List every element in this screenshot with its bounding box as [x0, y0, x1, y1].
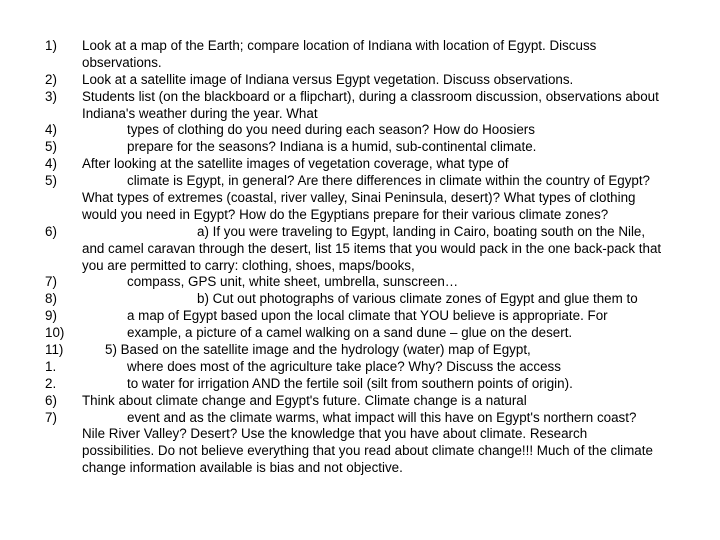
list-line [0, 139, 720, 156]
line-number: 6) [45, 223, 57, 239]
line-text: a) If you were traveling to Egypt, landing in Cairo, boating south on the Nile, [197, 223, 646, 239]
line-number: 11) [45, 342, 64, 358]
line-text: compass, GPS unit, white sheet, umbrella, sunscreen… [127, 274, 459, 290]
list-line [0, 460, 720, 477]
line-text: Look at a map of the Earth; compare location of Indiana with location of Egypt. Discuss [82, 38, 597, 53]
line-text: Nile River Valley? Desert? Use the knowledge that you have about climate. Research [82, 426, 588, 442]
list-line [0, 274, 720, 291]
line-text: b) Cut out photographs of various climate zones of Egypt and glue them to [197, 291, 638, 307]
list-line [0, 89, 720, 106]
line-text: change information available is bias and not objective. [82, 460, 403, 476]
line-text: Think about climate change and Egypt's future. Climate change is a natural [82, 392, 527, 408]
line-text: types of clothing do you need during each season? How do Hoosiers [127, 122, 535, 138]
line-number: 7) [45, 274, 57, 290]
line-text: and camel caravan through the desert, list 15 items that you would pack in the one back-pack that [82, 240, 662, 256]
list-line [0, 156, 720, 173]
list-line [0, 426, 720, 443]
line-text: observations. [82, 54, 162, 70]
line-text: prepare for the seasons? Indiana is a humid, sub-continental climate. [127, 139, 537, 155]
list-line [0, 258, 720, 275]
line-number: 9) [45, 308, 57, 324]
line-number: 6) [45, 392, 57, 408]
line-text: Look at a satellite image of Indiana versus Egypt vegetation. Discuss observations. [82, 71, 574, 87]
line-text: After looking at the satellite images of vegetation coverage, what type of [82, 156, 509, 172]
line-text: Indiana's weather during the year. What [82, 105, 318, 121]
list-line [0, 207, 720, 224]
list-line [0, 410, 720, 427]
line-number: 5) [45, 173, 57, 189]
list-line [0, 106, 720, 123]
list-line [0, 241, 720, 258]
line-number: 4) [45, 122, 57, 138]
list-line [0, 55, 720, 72]
list-line [0, 224, 720, 241]
numbered-list [0, 38, 720, 477]
list-line [0, 308, 720, 325]
line-text: climate is Egypt, in general? Are there differences in climate within the country of Egypt? [127, 173, 651, 189]
list-line [0, 359, 720, 376]
line-number: 7) [45, 409, 57, 425]
line-number: 5) [45, 139, 57, 155]
line-text: 5) Based on the satellite image and the hydrology (water) map of Egypt, [105, 342, 531, 358]
line-text: Students list (on the blackboard or a flipchart), during a classroom discussion, observations about [82, 88, 659, 104]
line-number: 2) [45, 71, 57, 87]
line-text: What types of extremes (coastal, river valley, Sinai Peninsula, desert)? What types of clothing [82, 190, 636, 206]
list-line [0, 393, 720, 410]
line-text: possibilities. Do not believe everything that you read about climate change!!! Much of the climate [82, 443, 653, 459]
list-line [0, 291, 720, 308]
line-number: 2. [45, 375, 57, 391]
list-line [0, 342, 720, 359]
list-line [0, 72, 720, 89]
line-number: 8) [45, 291, 57, 307]
line-number: 1. [45, 358, 57, 374]
line-number: 1) [45, 38, 57, 53]
line-text: where does most of the agriculture take place? Why? Discuss the access [127, 358, 561, 374]
line-text: a map of Egypt based upon the local climate that YOU believe is appropriate. For [127, 308, 608, 324]
line-text: event and as the climate warms, what impact will this have on Egypt's northern coast? [127, 409, 637, 425]
line-text: example, a picture of a camel walking on a sand dune – glue on the desert. [127, 325, 573, 341]
list-line [0, 122, 720, 139]
list-line [0, 376, 720, 393]
line-number: 3) [45, 88, 57, 104]
list-line [0, 38, 720, 55]
list-line [0, 190, 720, 207]
line-text: you are permitted to carry: clothing, shoes, maps/books, [82, 257, 415, 273]
list-line [0, 443, 720, 460]
list-line [0, 173, 720, 190]
line-number: 10) [45, 325, 65, 341]
line-text: to water for irrigation AND the fertile soil (silt from southern points of origin). [127, 375, 573, 391]
line-number: 4) [45, 156, 57, 172]
list-line [0, 325, 720, 342]
line-text: would you need in Egypt? How do the Egyptians prepare for their various climate zones? [82, 206, 609, 222]
